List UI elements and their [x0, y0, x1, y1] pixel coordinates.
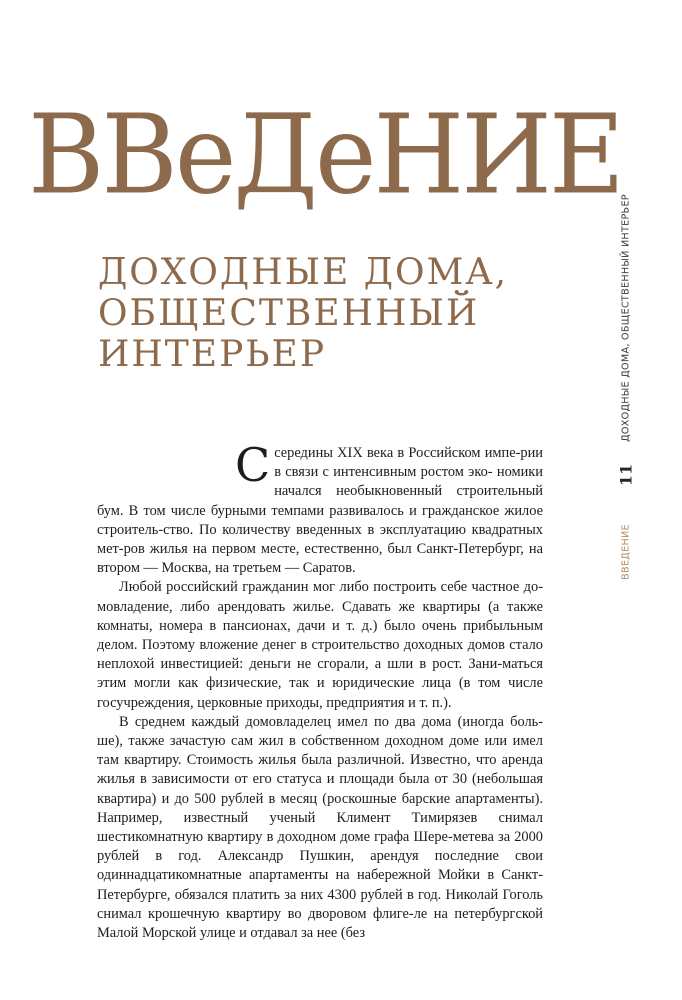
page-number	[614, 460, 638, 490]
paragraph	[97, 438, 543, 578]
paragraph: Любой российский гражданин мог либо построить себе частное до-мовладение, либо арендовать жилье. Сдавать же квартиры (а также комнаты, номера в пансионах, дачи и т. д.) было очень прибыльным делом. Поэтому вложение денег в строительство доходных домов стало неплохой инвестицией: деньги не сгорали, а шли в рост. Зани-маться этим могли как физические, так и юридические лица (в том числе госучреждения, церковные приходы, предприятия и т. п.).	[97, 579, 543, 711]
paragraph-lead: середины XIX века в Российском импе-рии в связи с интенсивным ростом эко-	[274, 445, 543, 481]
paragraph: В среднем каждый домовладелец имел по два дома (иногда боль-ше), также зачастую сам жил в собственном доходном доме или имел там квартиру. Стоимость жилья была различной. Известно, что аренда жилья в зависимости от его статуса и площади была от 30 (небольшая квартира) и до 500 рублей в месяц (роскошные барские апартаменты). Например, известный ученый Климент Тимирязев снимал шестикомнатную квартиру в доходном доме графа Шере-метева за 2000 рублей в год. Александр Пушкин, арендуя последние свои одиннадцатикомнатные апартаменты на набережной Мойки в Санкт-Петербурге, обязался платить за них 4300 рублей в год. Николай Гоголь снимал крошечную квартиру во дворовом флиге-ле на петербургской Малой Морской улице и отдавал за нее (без	[97, 713, 543, 942]
drop-cap: С	[235, 438, 271, 492]
page-number-text: 11	[616, 463, 636, 487]
chapter-title: ВВеДеНИЕ	[28, 90, 622, 219]
section-label-text: ВВЕДЕНИЕ	[620, 524, 632, 580]
subtitle-line: ДОХОДНЫЕ ДОМА,	[98, 252, 509, 293]
paragraph-rest: номики начался необыкновенный строительный бум. В том числе бурными темпами развивалось и гражданское жилое строитель-ство. По количеству введенных в эксплуатацию квадратных мет-ров жилья на первом месте, естественно, был Санкт-Петербург, на втором — Москва, на третьем — Саратов.	[97, 464, 543, 577]
body-text	[97, 438, 543, 943]
running-head-text: ДОХОДНЫЕ ДОМА, ОБЩЕСТВЕННЫЙ ИНТЕРЬЕР	[620, 194, 632, 442]
subtitle-line: ИНТЕРЬЕР	[98, 334, 327, 375]
running-head	[614, 194, 638, 442]
subtitle-line: ОБЩЕСТВЕННЫЙ	[98, 293, 480, 334]
section-label	[614, 520, 638, 584]
chapter-subtitle	[98, 252, 558, 375]
